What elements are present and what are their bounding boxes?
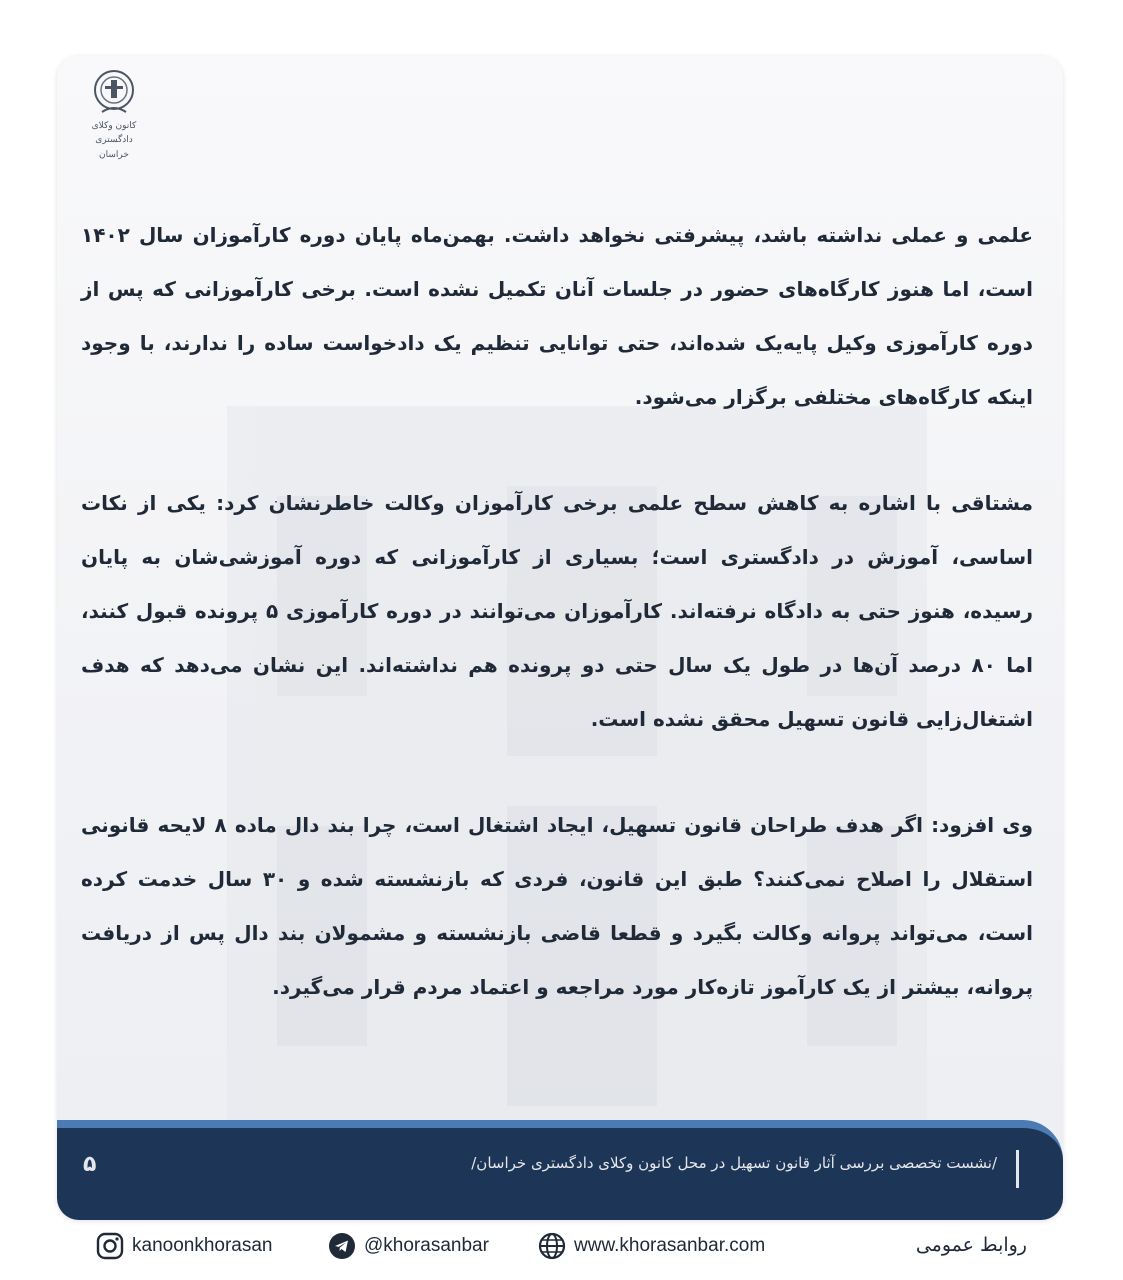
social-links-bar (0, 1222, 1123, 1280)
telegram-link[interactable] (328, 1232, 489, 1260)
telegram-icon (328, 1232, 356, 1260)
paragraph-2: مشتاقی با اشاره به کاهش سطح علمی برخی کارآموزان وکالت خاطرنشان کرد: یکی از نکات اساسی، آموزش در دادگستری است؛ بسیاری از کارآموزانی که دوره آموزشی‌شان به پایان رسیده، هنوز حتی به دادگاه نرفته‌اند. کارآموزان می‌توانند در دوره کارآموزی ۵ پرونده قبول کنند، اما ۸۰ درصد آن‌ها در طول یک سال حتی دو پرونده هم نداشته‌اند. این نشان می‌دهد که هدف اشتغال‌زایی قانون تسهیل محقق نشده است. (81, 491, 1033, 731)
page-number: ۵ (83, 1152, 97, 1177)
emblem-icon (92, 68, 136, 118)
instagram-icon (96, 1232, 124, 1260)
paragraph-3: وی افزود: اگر هدف طراحان قانون تسهیل، ایجاد اشتغال است، چرا بند دال ماده ۸ لایحه قانونی استقلال را اصلاح نمی‌کنند؟ طبق این قانون، فردی که بازنشسته شده و ۳۰ سال خدمت کرده است، می‌تواند پروانه وکالت بگیرد و قطعا قاضی بازنشسته و مشمولان بند دال پس از دریافت پروانه، بیشتر از یک کارآموز تازه‌کار مورد مراجعه و اعتماد مردم قرار می‌گیرد. (81, 813, 1033, 999)
page-card (57, 56, 1063, 1220)
bar-association-logo (79, 68, 149, 163)
instagram-handle: kanoonkhorasan (132, 1235, 273, 1256)
footer-band (57, 1120, 1063, 1220)
footer-divider (1016, 1150, 1019, 1188)
logo-line-2: خراسان (99, 150, 129, 160)
footer-caption: /نشست تخصصی بررسی آثار قانون تسهیل در محل کانون وکلای دادگستری خراسان/ (471, 1154, 997, 1172)
website-link[interactable] (538, 1232, 765, 1260)
website-url: www.khorasanbar.com (574, 1235, 766, 1256)
logo-line-1: کانون وکلای دادگستری (91, 121, 137, 145)
globe-icon (538, 1232, 566, 1260)
instagram-link[interactable] (96, 1232, 273, 1260)
paragraph-1: علمی و عملی نداشته باشد، پیشرفتی نخواهد داشت. بهمن‌ماه پایان دوره کارآموزان سال ۱۴۰۲ است، اما هنوز کارگاه‌های حضور در جلسات آنان تکمیل نشده است. برخی کارآموزانی که پس از دوره کارآموزی وکیل پایه‌یک شده‌اند، حتی توانایی تنظیم یک دادخواست ساده را ندارند، با وجود اینکه کارگاه‌های مختلفی برگزار می‌شود. (81, 223, 1033, 409)
public-relations-label: روابط عمومی (915, 1234, 1027, 1256)
article-body (81, 208, 1033, 1066)
telegram-handle: @khorasanbar (364, 1235, 489, 1256)
